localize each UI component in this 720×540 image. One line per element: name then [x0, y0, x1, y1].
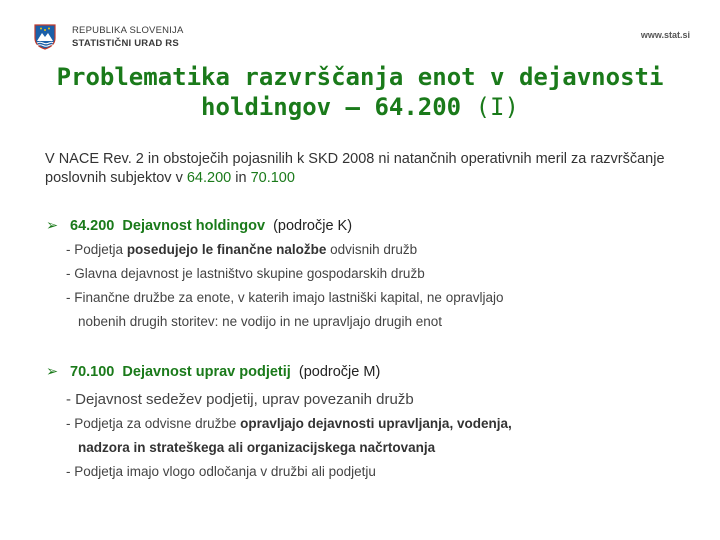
- website-url[interactable]: www.stat.si: [640, 30, 690, 40]
- section-2-area: (področje M): [298, 364, 381, 380]
- section-1-area: (področje K): [273, 218, 353, 234]
- intro-code-1: 64.200: [186, 170, 232, 186]
- list-item: - Glavna dejavnost je lastništvo skupine gospodarskih družb: [66, 266, 425, 281]
- org-line-2: STATISTIČNI URAD RS: [72, 38, 179, 49]
- section-1-code: 64.200: [70, 218, 115, 234]
- intro-mid: in: [235, 170, 247, 186]
- section-2-name: Dejavnost uprav podjetij: [122, 364, 291, 380]
- list-item: - Podjetja za odvisne družbe opravljajo dejavnosti upravljanja, vodenja,: [66, 416, 512, 431]
- intro-paragraph: [45, 150, 685, 188]
- list-item: - Dejavnost sedežev podjetij, uprav povezanih družb: [66, 391, 414, 408]
- title-line-1: Problematika razvrščanja enot v dejavnosti: [56, 63, 664, 91]
- section-2-code: 70.100: [70, 364, 115, 380]
- slide-title: [20, 62, 700, 122]
- list-item: - Podjetja imajo vlogo odločanja v družbi ali podjetju: [66, 464, 376, 479]
- arrow-bullet-icon: ➢: [46, 218, 59, 234]
- section-1-name: Dejavnost holdingov: [122, 218, 266, 234]
- organization-name: [72, 24, 184, 50]
- intro-text: V NACE Rev. 2 in obstoječih pojasnilih k SKD 2008 ni natančnih operativnih meril za razvrščanje poslovnih subjektov v: [45, 151, 665, 186]
- list-item-continuation: nadzora in strateškega ali organizacijskega načrtovanja: [78, 440, 436, 455]
- arrow-bullet-icon: ➢: [46, 364, 59, 380]
- list-item-continuation: nobenih drugih storitev: ne vodijo in ne upravljajo drugih enot: [78, 314, 442, 329]
- title-line-2: holdingov – 64.200: [201, 93, 462, 121]
- intro-code-2: 70.100: [250, 170, 295, 186]
- section-1-heading: [46, 218, 352, 234]
- list-item: - Finančne družbe za enote, v katerih imajo lastniški kapital, ne opravljajo: [66, 290, 504, 305]
- header: [0, 0, 720, 60]
- org-line-1: REPUBLIKA SLOVENIJA: [72, 25, 184, 36]
- section-2-items: [66, 388, 686, 484]
- section-1-items: [66, 238, 686, 334]
- list-item: - Podjetja posedujejo le finančne naložbe odvisnih družb: [66, 242, 418, 257]
- title-suffix: (I): [475, 93, 519, 121]
- slovenia-coat-of-arms-icon: [34, 24, 56, 50]
- section-2-heading: [46, 364, 380, 380]
